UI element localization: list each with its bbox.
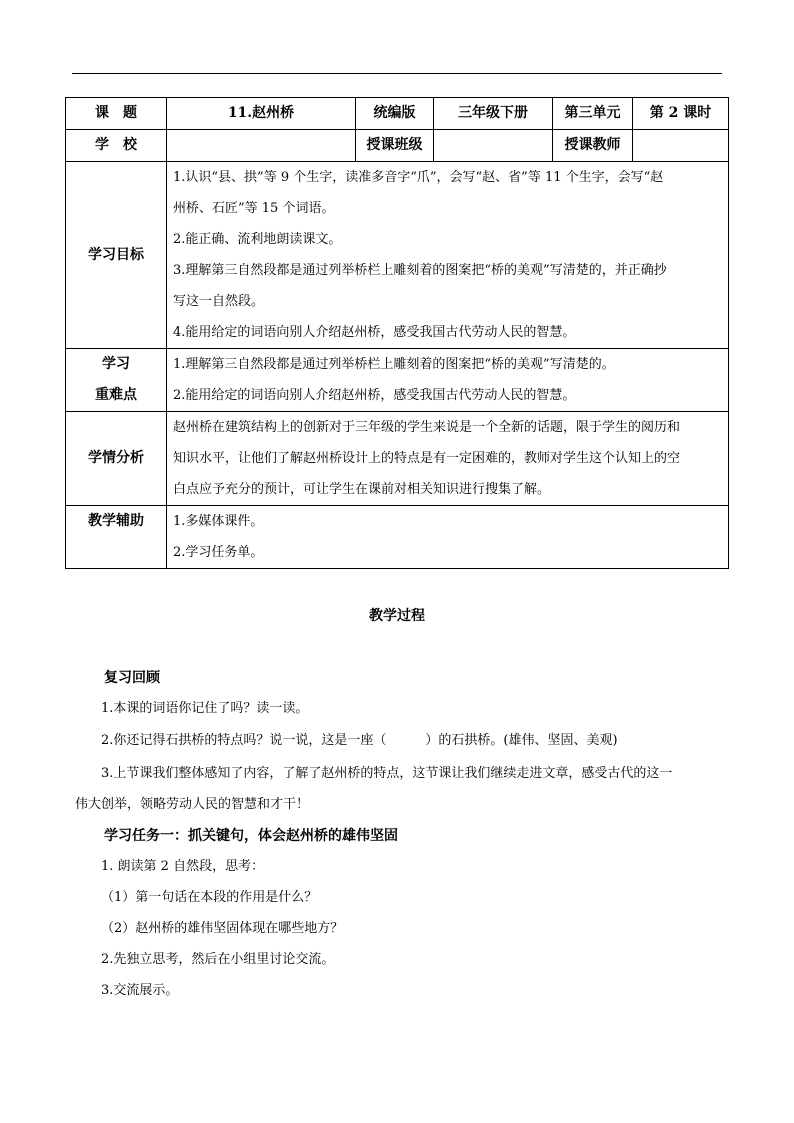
cell-key-points — [167, 349, 729, 412]
goal-line: 写这一自然段。 — [173, 294, 265, 309]
cell-aids-label: 教学辅助 — [66, 506, 167, 569]
table-row — [66, 130, 729, 162]
cell-unit: 第三单元 — [553, 98, 633, 130]
aid-line: 2.学习任务单。 — [173, 545, 264, 560]
header-rule — [72, 73, 722, 74]
task1-heading: 学习任务一：抓关键句，体会赵州桥的雄伟坚固 — [104, 828, 398, 844]
cell-period: 第 2 课时 — [633, 98, 729, 130]
analysis-line: 白点应予充分的预计，可让学生在课前对相关知识进行搜集了解。 — [173, 482, 551, 497]
review-line: 1.本课的词语你记住了吗？读一读。 — [101, 701, 309, 716]
cell-aids — [167, 506, 729, 569]
cell-analysis — [167, 412, 729, 506]
task1-line: 1. 朗读第 2 自然段，思考： — [101, 859, 265, 874]
key-line: 2.能用给定的词语向别人介绍赵州桥，感受我国古代劳动人民的智慧。 — [173, 388, 576, 403]
key-label-line: 学习 — [102, 356, 130, 372]
review-line: 伟大创举，领略劳动人民的智慧和才干！ — [75, 797, 310, 812]
cell-lesson-title: 11.赵州桥 — [167, 98, 356, 130]
cell-goals-label: 学习目标 — [66, 162, 167, 349]
aid-line: 1.多媒体课件。 — [173, 514, 264, 529]
goal-line: 3.理解第三自然段都是通过列举桥栏上雕刻着的图案把“桥的美观”写清楚的，并正确抄 — [173, 263, 667, 278]
key-label-line: 重难点 — [95, 387, 137, 403]
table-row — [66, 349, 729, 412]
goal-line: 2.能正确、流利地朗读课文。 — [173, 232, 342, 247]
cell-key-label — [66, 349, 167, 412]
review-line: 3.上节课我们整体感知了内容，了解了赵州桥的特点，这节课让我们继续走进文章，感受古代的这一 — [101, 766, 673, 781]
table-row — [66, 506, 729, 569]
cell-analysis-label: 学情分析 — [66, 412, 167, 506]
cell-school-label: 学 校 — [66, 130, 167, 162]
cell-goals — [167, 162, 729, 349]
goal-line: 州桥、石匠”等 15 个词语。 — [173, 201, 335, 216]
cell-edition: 统编版 — [356, 98, 434, 130]
table-row — [66, 412, 729, 506]
analysis-line: 知识水平，让他们了解赵州桥设计上的特点是有一定困难的，教师对学生这个认知上的空 — [173, 451, 681, 466]
cell-lesson-label: 课 题 — [66, 98, 167, 130]
cell-school-value — [167, 130, 356, 162]
table-row — [66, 162, 729, 349]
table-row — [66, 98, 729, 130]
goal-line: 1.认识“县、拱”等 9 个生字，读准多音字“爪”，会写“赵、省”等 11 个生字，会写“赵 — [173, 170, 664, 185]
key-line: 1.理解第三自然段都是通过列举桥栏上雕刻着的图案把“桥的美观”写清楚的。 — [173, 357, 615, 372]
process-title: 教学过程 — [369, 608, 425, 624]
cell-class-label: 授课班级 — [356, 130, 434, 162]
cell-teacher-value — [633, 130, 729, 162]
cell-grade: 三年级下册 — [434, 98, 553, 130]
task1-line: （2）赵州桥的雄伟坚固体现在哪些地方？ — [101, 921, 344, 936]
task1-line: 3.交流展示。 — [101, 983, 179, 998]
cell-class-value — [434, 130, 553, 162]
cell-teacher-label: 授课教师 — [553, 130, 633, 162]
analysis-line: 赵州桥在建筑结构上的创新对于三年级的学生来说是一个全新的话题，限于学生的阅历和 — [173, 420, 681, 435]
goal-line: 4.能用给定的词语向别人介绍赵州桥，感受我国古代劳动人民的智慧。 — [173, 325, 576, 340]
review-line: 2.你还记得石拱桥的特点吗？说一说，这是一座（ ）的石拱桥。(雄伟、坚固、美观) — [101, 733, 618, 748]
task1-line: （1）第一句话在本段的作用是什么？ — [101, 890, 318, 905]
task1-line: 2.先独立思考，然后在小组里讨论交流。 — [101, 952, 335, 967]
review-heading: 复习回顾 — [104, 670, 160, 686]
lesson-info-table — [65, 97, 729, 569]
